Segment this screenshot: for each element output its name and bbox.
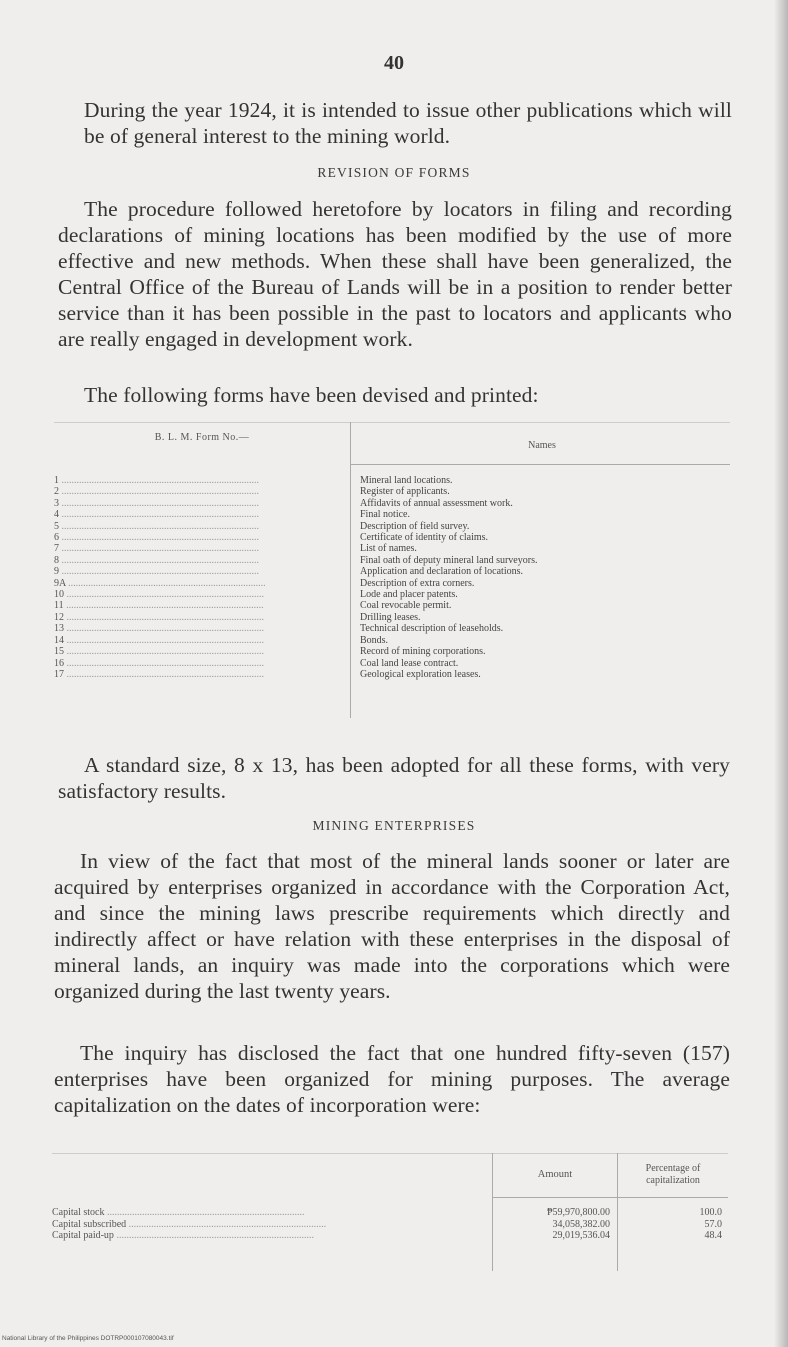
capital-col-amount: Amount bbox=[537, 1169, 573, 1180]
form-name: Affidavits of annual assessment work. bbox=[360, 497, 513, 509]
revision-paragraph: The procedure followed heretofore by locators in filing and recording declarations of mining locations has been modified by the use of more effective and new methods. When these shall have been generalized, the Central Office of the Bureau of Lands will be in a position to render better service than it has been possible in the past to locators and applicants who are really engaged in development work. bbox=[58, 197, 732, 351]
archive-footer: National Library of the Philippines DOTRP000107080043.tif bbox=[2, 1335, 174, 1342]
intro-paragraph: During the year 1924, it is intended to issue other publications which will be of general interest to the mining world. bbox=[84, 98, 732, 148]
form-name: Technical description of leaseholds. bbox=[360, 623, 504, 635]
form-number: 1 ..... bbox=[54, 475, 344, 486]
page-number: 40 bbox=[384, 52, 404, 74]
form-number: 2 ..... bbox=[54, 486, 344, 497]
forms-table-header-rule bbox=[350, 464, 730, 465]
mining-paragraph-2: The inquiry has disclosed the fact that one hundred fifty-seven (157) enterprises have been organized for mining purposes. The average capitalization on the dates of incorporation were: bbox=[54, 1041, 730, 1117]
capital-row-label: Capital paid-up ..... bbox=[52, 1230, 488, 1241]
form-name: Drilling leases. bbox=[360, 611, 421, 623]
form-name: Register of applicants. bbox=[360, 486, 450, 498]
form-number: 9A ..... bbox=[54, 578, 344, 589]
capital-table-body bbox=[52, 1207, 728, 1242]
form-number: 7 ..... bbox=[54, 543, 344, 554]
forms-col-names: Names bbox=[528, 440, 556, 451]
forms-table-divider bbox=[350, 422, 351, 718]
form-name: Mineral land locations. bbox=[360, 475, 453, 486]
form-number: 13 ..... bbox=[54, 623, 344, 634]
form-number: 16 ..... bbox=[54, 658, 344, 669]
form-name: Geological exploration leases. bbox=[360, 668, 481, 680]
capital-row-percentage: 48.4 bbox=[704, 1230, 722, 1241]
forms-number-column bbox=[54, 475, 344, 680]
capitalization-table bbox=[52, 1153, 732, 1271]
form-name: Record of mining corporations. bbox=[360, 646, 486, 658]
form-number: 10 ..... bbox=[54, 589, 344, 600]
forms-table-top-rule bbox=[54, 422, 730, 423]
form-name: List of names. bbox=[360, 543, 417, 555]
form-number: 14 ..... bbox=[54, 635, 344, 646]
form-name: Final oath of deputy mineral land surveyors. bbox=[360, 554, 538, 566]
form-number: 5 ..... bbox=[54, 521, 344, 532]
heading-mining-enterprises: MINING ENTERPRISES bbox=[312, 818, 476, 833]
table-row bbox=[52, 1219, 728, 1231]
form-number: 12 ..... bbox=[54, 612, 344, 623]
form-number: 11 ..... bbox=[54, 600, 344, 611]
form-number: 4 ..... bbox=[54, 509, 344, 520]
form-number: 9 ..... bbox=[54, 566, 344, 577]
form-name: Lode and placer patents. bbox=[360, 589, 458, 601]
capital-table-header-rule bbox=[492, 1197, 728, 1198]
form-number: 6 ..... bbox=[54, 532, 344, 543]
form-number: 17 ..... bbox=[54, 669, 344, 680]
capital-row-percentage: 100.0 bbox=[699, 1207, 722, 1218]
forms-col-form-no: B. L. M. Form No.— bbox=[154, 432, 250, 443]
table-row bbox=[52, 1230, 728, 1242]
form-name: Bonds. bbox=[360, 634, 389, 646]
capital-row-percentage: 57.0 bbox=[704, 1218, 722, 1230]
capital-col-percentage: Percentage of capitalization bbox=[645, 1163, 701, 1186]
form-name: Final notice. bbox=[360, 509, 410, 521]
form-name: Certificate of identity of claims. bbox=[360, 532, 489, 544]
form-name: Application and declaration of locations. bbox=[360, 566, 524, 578]
forms-name-column bbox=[360, 475, 730, 680]
capital-row-amount: 34,058,382.00 bbox=[552, 1218, 610, 1230]
capital-row-amount: 29,019,536.04 bbox=[552, 1230, 610, 1241]
form-name: Description of extra corners. bbox=[360, 577, 475, 589]
standard-size-paragraph: A standard size, 8 x 13, has been adopted for all these forms, with very satisfactory results. bbox=[58, 753, 730, 803]
form-number: 8 ..... bbox=[54, 555, 344, 566]
capital-row-label: Capital subscribed ..... bbox=[52, 1219, 488, 1230]
table-row bbox=[52, 1207, 728, 1219]
heading-revision-of-forms: REVISION OF FORMS bbox=[317, 165, 471, 180]
forms-lead-in: The following forms have been devised and printed: bbox=[84, 383, 539, 407]
forms-table bbox=[54, 422, 734, 722]
mining-paragraph-1: In view of the fact that most of the mineral lands sooner or later are acquired by enterprises organized in accordance with the Corporation Act, and since the mining laws prescribe requirements which directly and indirectly affect or have relation with these enterprises in the disposal of mineral lands, an inquiry was made into the corporations which were organized during the last twenty years. bbox=[54, 849, 730, 1003]
form-name: Coal revocable permit. bbox=[360, 600, 452, 612]
capital-row-label: Capital stock ..... bbox=[52, 1207, 488, 1218]
form-name: Description of field survey. bbox=[360, 520, 470, 532]
form-number: 15 ..... bbox=[54, 646, 344, 657]
form-number: 3 ..... bbox=[54, 498, 344, 509]
form-name: Coal land lease contract. bbox=[360, 657, 459, 669]
capital-table-top-rule bbox=[52, 1153, 728, 1154]
capital-row-amount: ₱59,970,800.00 bbox=[546, 1207, 610, 1218]
